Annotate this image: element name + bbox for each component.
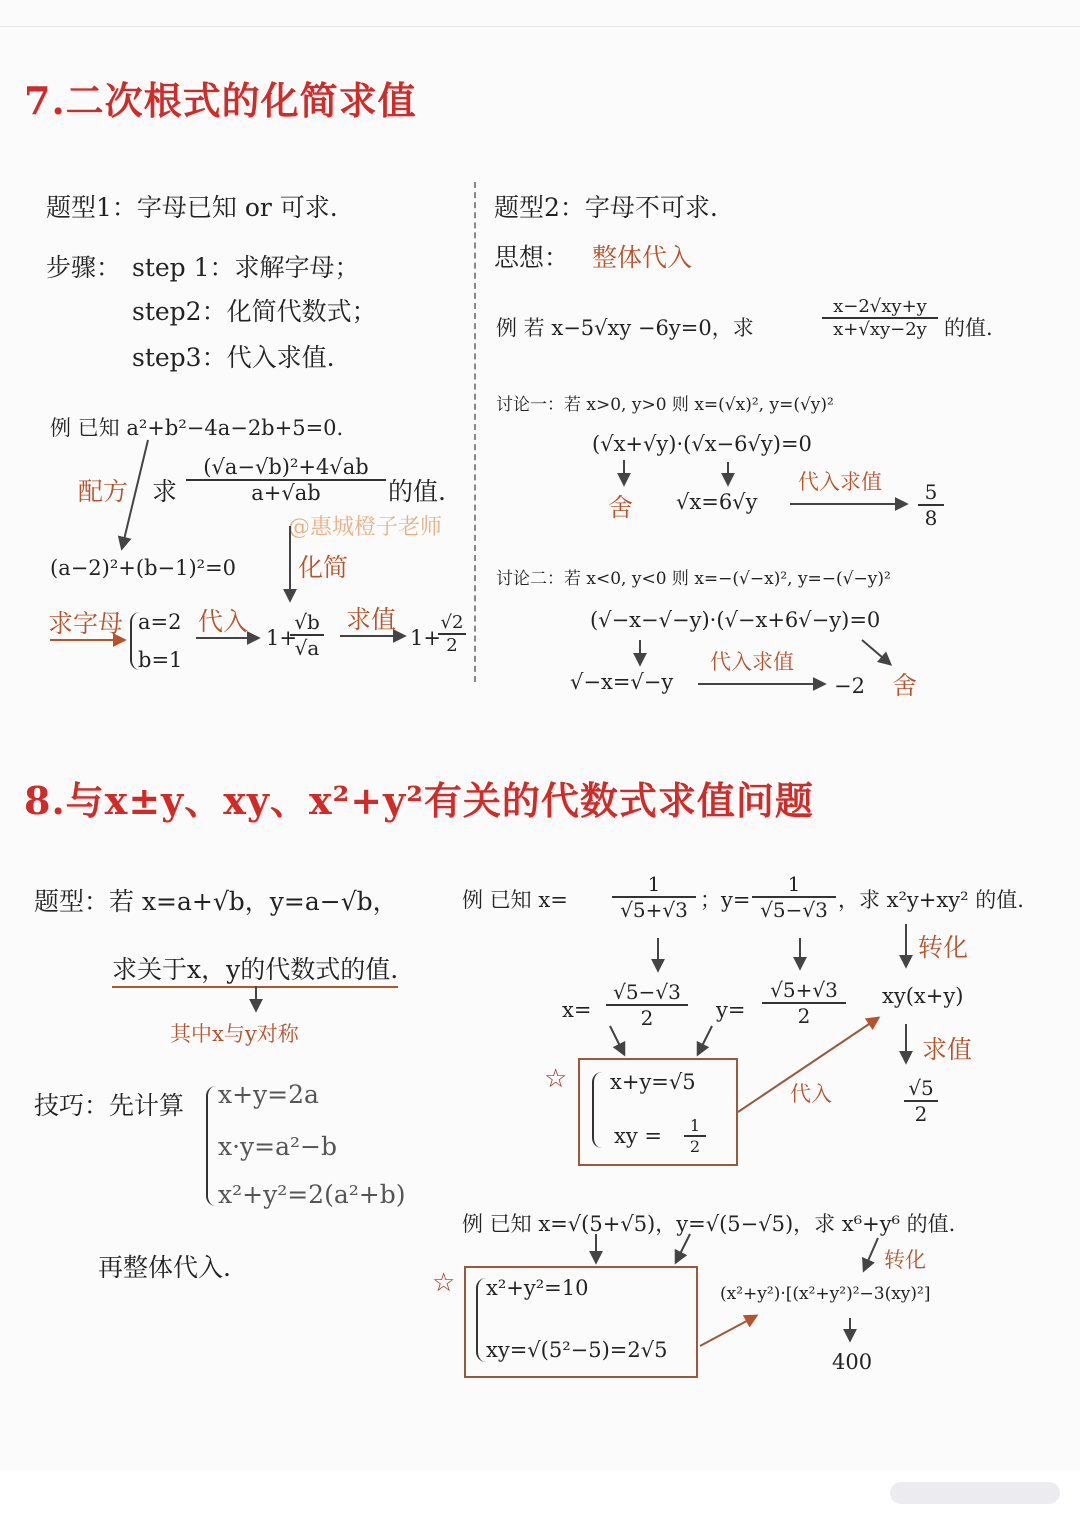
s8-ex2-key-brace [476, 1278, 486, 1362]
s7-dairu: 代入 [198, 607, 249, 636]
s8-tip2: x·y=a²−b [218, 1132, 337, 1161]
s8-ex1-x-eq: x= [562, 998, 592, 1022]
s8-ex1-dairu: 代入 [790, 1082, 832, 1106]
s8-ex1-y-eq: y= [716, 998, 746, 1022]
section8-title: 8.与x±y、xy、x²+y²有关的代数式求值问题 [24, 778, 814, 823]
s7-ans2: −2 [834, 674, 865, 698]
s8-ex1-qiuzhi: 求值 [922, 1035, 973, 1064]
top-divider [0, 26, 1080, 27]
s7-column-divider [474, 182, 476, 682]
s7-case2-rel: √−x=√−y [570, 670, 674, 694]
s8-ex1-prod-den: 2 [689, 1137, 701, 1156]
s7-qiuzhi: 求值 [346, 605, 397, 634]
s7-huajian: 化简 [298, 553, 349, 582]
s8-type-line: 题型：若 x=a+√b，y=a−√b， [34, 887, 398, 916]
s8-tip3: x²+y²=2(a²+b) [218, 1180, 406, 1209]
s7-qiu: 求 [152, 477, 178, 506]
s7-peifang: 配方 [78, 477, 129, 506]
s7-a-val: a=2 [138, 610, 182, 634]
s7-r-example-num: x−2√xy+y [822, 296, 938, 319]
s8-ex1-ans-den: 2 [914, 1102, 928, 1126]
s8-ask: 求关于x，y的代数式的值. [112, 950, 398, 988]
arrow-she2 [862, 640, 890, 664]
s8-ex1-y-den: √5−√3 [760, 898, 828, 922]
s8-ex1-xr-den: 2 [640, 1006, 654, 1030]
s8-ex1-ans-fraction [904, 1076, 938, 1126]
s7-she2: 舍 [892, 671, 918, 700]
s7-case2-eq: (√−x−√−y)·(√−x+6√−y)=0 [590, 608, 881, 632]
page-indicator [890, 1482, 1060, 1504]
s8-ex1-x-num: 1 [612, 872, 696, 898]
s8-ex1-factored: xy(x+y) [882, 984, 964, 1008]
star-icon: ☆ [432, 1268, 456, 1298]
s7-steps-label: 步骤： [46, 253, 122, 282]
s8-ex2-zhuanhua: 转化 [884, 1248, 926, 1272]
s7-example: 例 已知 a²+b²−4a−2b+5=0. [50, 416, 344, 440]
s7-expr1-den: √a [294, 636, 320, 660]
s7-expr2-lead: 1+ [410, 626, 441, 650]
s7-qiu-zimu: 求字母 [48, 609, 124, 638]
s8-ex2-sumsq: x²+y²=10 [486, 1276, 589, 1300]
s7-dairu-qiuzhi2: 代入求值 [710, 650, 794, 674]
star-icon: ☆ [544, 1064, 568, 1094]
s7-case2: 讨论二：若 x<0, y<0 则 x=−(√−x)², y=−(√−y)² [496, 569, 891, 589]
s7-target-fraction [186, 455, 386, 505]
s8-ex1-yr-den: 2 [797, 1004, 811, 1028]
s7-case1-rel: √x=6√y [676, 490, 758, 514]
s7-dairu-qiuzhi1: 代入求值 [798, 470, 882, 494]
s8-ex1-sum: x+y=√5 [610, 1070, 696, 1094]
s8-ex2-prod: xy=√(5²−5)=2√5 [486, 1338, 668, 1362]
s7-type2-label: 题型2：字母不可求. [494, 193, 718, 222]
arrow-y-box [698, 1026, 712, 1054]
arrow-x-box [610, 1026, 624, 1054]
s7-type1-label: 题型1：字母已知 or 可求. [46, 193, 338, 222]
s8-ex1-yr-num: √5+√3 [762, 978, 846, 1004]
s7-she1: 舍 [608, 493, 634, 522]
s8-ex1-ans-num: √5 [904, 1076, 938, 1102]
s7-idea: 整体代入 [592, 243, 693, 272]
s7-r-example-fraction [822, 296, 938, 340]
s7-idea-label: 思想： [494, 243, 570, 272]
s7-expr1-num: √b [290, 610, 324, 636]
s8-then: 再整体代入. [98, 1253, 231, 1282]
section7-title: 7.二次根式的化简求值 [24, 78, 417, 123]
s8-ex2-ans: 400 [832, 1350, 873, 1374]
s8-symmetric: 其中x与y对称 [170, 1022, 299, 1046]
s8-ex1-zhuanhua: 转化 [918, 933, 969, 962]
s7-expr1-fraction [290, 610, 324, 660]
s7-de-zhi: 的值. [388, 477, 446, 506]
s7-r-example-den: x+√xy−2y [833, 319, 927, 340]
s8-ex1-y-fraction [752, 872, 836, 922]
s8-ex1-y-lead: ；y= [700, 888, 751, 912]
s8-ex1-prod-lead: xy = [614, 1124, 662, 1148]
s8-tip1: x+y=2a [218, 1080, 319, 1109]
s7-step2: step2：化简代数式； [132, 297, 377, 326]
s8-ex1-prod-num: 1 [684, 1116, 706, 1137]
s8-ex1-key-brace [592, 1072, 602, 1148]
s8-ex1-xr-num: √5−√3 [606, 980, 688, 1006]
s7-step1: step 1：求解字母； [132, 253, 360, 282]
s8-tip-label: 技巧：先计算 [34, 1091, 185, 1120]
arrow-box-y [676, 1234, 690, 1262]
s7-step3: step3：代入求值. [132, 343, 335, 372]
s8-ex1-yr-fraction [762, 978, 846, 1028]
s7-r-example-tail: 的值. [944, 316, 993, 340]
s8-ex1-lead: 例 已知 x= [462, 888, 568, 912]
s8-ex1-xr-fraction [606, 980, 688, 1030]
s7-expr2-fraction [438, 612, 466, 656]
s7-ans1-fraction [918, 480, 944, 530]
s7-expr1-lead: 1+ [266, 626, 297, 650]
s7-case1-eq: (√x+√y)·(√x−6√y)=0 [592, 432, 812, 456]
s7-ans1-den: 8 [924, 506, 938, 530]
s8-tip-brace [206, 1086, 218, 1206]
s7-b-val: b=1 [138, 648, 183, 672]
s8-ex2-formula: (x²+y²)·[(x²+y²)²−3(xy)²] [720, 1284, 931, 1304]
arrow-zhuanhua-ex2 [864, 1238, 878, 1270]
s7-ans1-num: 5 [918, 480, 944, 506]
s8-ex1-prod-fraction [684, 1116, 706, 1156]
s7-case1: 讨论一：若 x>0, y>0 则 x=(√x)², y=(√y)² [496, 395, 834, 415]
s8-ex1-x-fraction [612, 872, 696, 922]
s7-target-den: a+√ab [251, 481, 321, 505]
arrow-formula [700, 1316, 756, 1346]
s7-r-example-lead: 例 若 x−5√xy −6y=0，求 [496, 316, 754, 340]
s7-expr2-num: √2 [438, 612, 466, 635]
s7-expr2-den: 2 [446, 635, 458, 656]
s8-ex1-y-num: 1 [752, 872, 836, 898]
watermark: @惠城橙子老师 [288, 515, 443, 540]
s8-ex1-x-den: √5+√3 [620, 898, 688, 922]
s7-target-num: (√a−√b)²+4√ab [186, 455, 386, 481]
s7-squares: (a−2)²+(b−1)²=0 [50, 556, 237, 580]
s8-ex1-tail: ，求 x²y+xy² 的值. [838, 888, 1024, 912]
s8-ex2-lead: 例 已知 x=√(5+√5)，y=√(5−√5)，求 x⁶+y⁶ 的值. [462, 1212, 956, 1236]
